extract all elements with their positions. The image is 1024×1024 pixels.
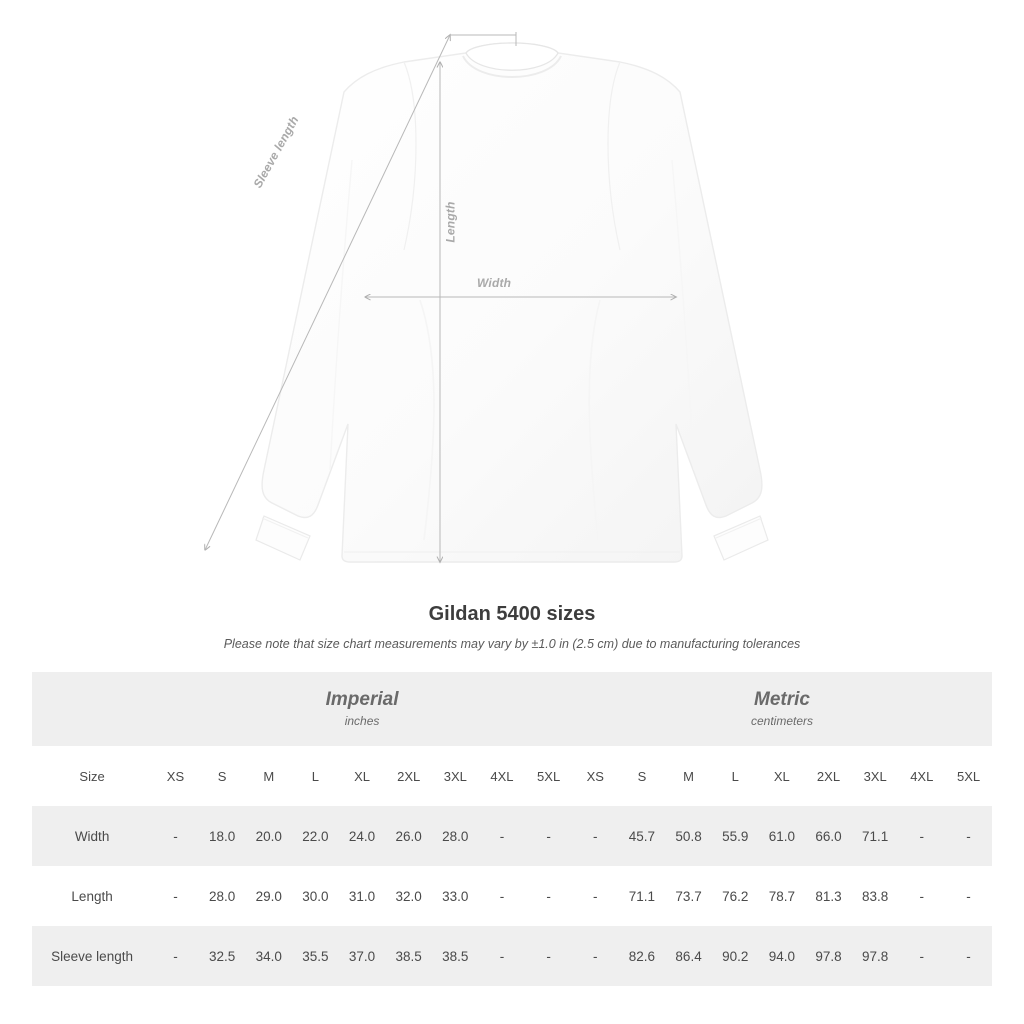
cell-length-metric-l: 76.2 — [712, 866, 759, 926]
size-header-metric-s: S — [619, 746, 666, 806]
cell-width-metric-3xl: 71.1 — [852, 806, 899, 866]
cell-width-metric-l: 55.9 — [712, 806, 759, 866]
cell-length-imperial-xl: 31.0 — [339, 866, 386, 926]
cell-width-metric-5xl: - — [945, 806, 992, 866]
table-row — [32, 926, 992, 986]
cell-sleeve-length-imperial-4xl: - — [479, 926, 526, 986]
cell-sleeve-length-metric-xl: 94.0 — [759, 926, 806, 986]
cell-sleeve-length-imperial-m: 34.0 — [245, 926, 292, 986]
cell-length-metric-3xl: 83.8 — [852, 866, 899, 926]
cell-sleeve-length-imperial-l: 35.5 — [292, 926, 339, 986]
cell-sleeve-length-metric-4xl: - — [898, 926, 945, 986]
cell-width-imperial-2xl: 26.0 — [385, 806, 432, 866]
size-header-row — [32, 746, 992, 806]
size-header-metric-xl: XL — [759, 746, 806, 806]
row-label-length: Length — [32, 866, 152, 926]
cell-sleeve-length-imperial-xl: 37.0 — [339, 926, 386, 986]
size-header-metric-3xl: 3XL — [852, 746, 899, 806]
unit-system-name: Imperial — [325, 689, 399, 710]
size-header-cell: Size — [32, 746, 152, 806]
cell-sleeve-length-imperial-xs: - — [152, 926, 199, 986]
cell-length-metric-xl: 78.7 — [759, 866, 806, 926]
size-header-metric-m: M — [665, 746, 712, 806]
size-header-metric-5xl: 5XL — [945, 746, 992, 806]
cell-length-metric-4xl: - — [898, 866, 945, 926]
cell-length-imperial-3xl: 33.0 — [432, 866, 479, 926]
cell-length-imperial-4xl: - — [479, 866, 526, 926]
table-row — [32, 866, 992, 926]
cell-length-imperial-2xl: 32.0 — [385, 866, 432, 926]
cell-width-metric-xs: - — [572, 806, 619, 866]
cell-length-metric-s: 71.1 — [619, 866, 666, 926]
tolerance-note: Please note that size chart measurements may vary by ±1.0 in (2.5 cm) due to manufacturing tolerances — [223, 637, 801, 651]
cell-length-imperial-5xl: - — [525, 866, 572, 926]
cell-sleeve-length-metric-3xl: 97.8 — [852, 926, 899, 986]
cell-width-imperial-4xl: - — [479, 806, 526, 866]
size-header-imperial-s: S — [199, 746, 246, 806]
cell-sleeve-length-metric-l: 90.2 — [712, 926, 759, 986]
row-label-width: Width — [32, 806, 152, 866]
size-header-imperial-3xl: 3XL — [432, 746, 479, 806]
unit-system-header-imperial — [152, 672, 572, 746]
cell-width-metric-4xl: - — [898, 806, 945, 866]
cell-width-imperial-l: 22.0 — [292, 806, 339, 866]
unit-system-header-row — [32, 672, 992, 746]
row-label-sleeve-length: Sleeve length — [32, 926, 152, 986]
cell-width-metric-2xl: 66.0 — [805, 806, 852, 866]
unit-system-unit: inches — [344, 714, 380, 728]
cell-width-metric-xl: 61.0 — [759, 806, 806, 866]
page-title: Gildan 5400 sizes — [428, 603, 596, 625]
size-header-metric-l: L — [712, 746, 759, 806]
unit-system-header-metric — [572, 672, 992, 746]
size-header-imperial-xs: XS — [152, 746, 199, 806]
cell-sleeve-length-metric-2xl: 97.8 — [805, 926, 852, 986]
size-header-metric-4xl: 4XL — [898, 746, 945, 806]
cell-width-imperial-3xl: 28.0 — [432, 806, 479, 866]
cell-width-imperial-xs: - — [152, 806, 199, 866]
table-row — [32, 806, 992, 866]
cell-length-imperial-m: 29.0 — [245, 866, 292, 926]
cell-length-metric-5xl: - — [945, 866, 992, 926]
cell-length-imperial-l: 30.0 — [292, 866, 339, 926]
size-chart-table — [32, 672, 992, 986]
cell-width-imperial-xl: 24.0 — [339, 806, 386, 866]
cell-length-metric-m: 73.7 — [665, 866, 712, 926]
size-header-imperial-5xl: 5XL — [525, 746, 572, 806]
size-header-imperial-4xl: 4XL — [479, 746, 526, 806]
cell-sleeve-length-imperial-5xl: - — [525, 926, 572, 986]
size-chart-table-wrap — [32, 672, 992, 986]
cell-sleeve-length-imperial-s: 32.5 — [199, 926, 246, 986]
unit-system-unit: centimeters — [750, 714, 813, 728]
cell-width-imperial-s: 18.0 — [199, 806, 246, 866]
cell-sleeve-length-metric-m: 86.4 — [665, 926, 712, 986]
title-block — [0, 600, 1024, 652]
length-label: Length — [443, 201, 458, 243]
cell-length-metric-xs: - — [572, 866, 619, 926]
cell-length-metric-2xl: 81.3 — [805, 866, 852, 926]
cell-sleeve-length-metric-s: 82.6 — [619, 926, 666, 986]
size-header-metric-2xl: 2XL — [805, 746, 852, 806]
cell-sleeve-length-imperial-2xl: 38.5 — [385, 926, 432, 986]
size-header-imperial-m: M — [245, 746, 292, 806]
table-body — [32, 672, 992, 986]
cell-sleeve-length-imperial-3xl: 38.5 — [432, 926, 479, 986]
unit-system-name: Metric — [754, 689, 810, 710]
width-label: Width — [477, 276, 512, 290]
size-header-imperial-2xl: 2XL — [385, 746, 432, 806]
cell-width-imperial-5xl: - — [525, 806, 572, 866]
cell-width-metric-m: 50.8 — [665, 806, 712, 866]
cell-length-imperial-xs: - — [152, 866, 199, 926]
size-header-imperial-l: L — [292, 746, 339, 806]
cell-length-imperial-s: 28.0 — [199, 866, 246, 926]
cell-sleeve-length-metric-5xl: - — [945, 926, 992, 986]
sleeve-length-label: Sleeve length — [250, 113, 302, 191]
size-header-imperial-xl: XL — [339, 746, 386, 806]
cell-width-imperial-m: 20.0 — [245, 806, 292, 866]
corner-cell — [32, 672, 152, 746]
size-header-metric-xs: XS — [572, 746, 619, 806]
cell-width-metric-s: 45.7 — [619, 806, 666, 866]
shirt-body-shape — [256, 43, 768, 562]
cell-sleeve-length-metric-xs: - — [572, 926, 619, 986]
